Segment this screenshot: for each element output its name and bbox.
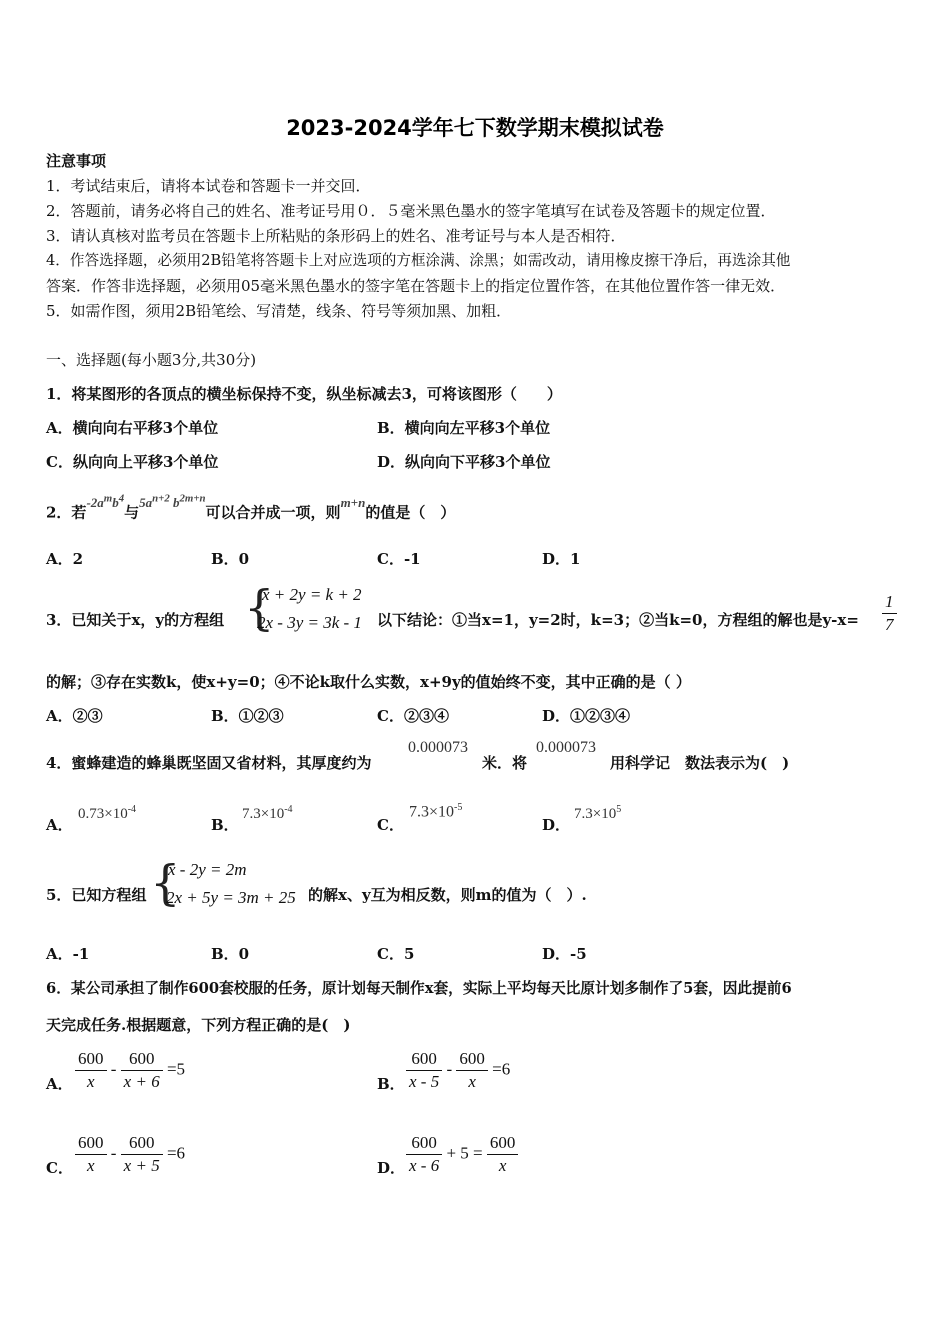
q4-option-d-label: D． [542, 816, 571, 834]
notice-item: 3．请认真核对监考员在答题卡上所粘贴的条形码上的姓名、准考证号与本人是否相符． [46, 227, 626, 245]
q4-mid: 米．将 [482, 754, 528, 772]
q3-fraction: $\frac{1}{7}$ [882, 592, 897, 635]
q4-option-a-label: A． [46, 816, 73, 834]
q2-term1: $-2a^mb^4$ [86, 493, 125, 511]
section-heading: 一、选择题(每小题3分,共30分) [46, 351, 257, 369]
q4-value-2: 0.000073 [536, 739, 596, 756]
q6-option-d: $\frac{600}{x - 6}$ + 5 = $\frac{600}{x}$ [406, 1133, 518, 1176]
q2-prefix: 2．若 [46, 503, 87, 522]
question-6-line-1: 6．某公司承担了制作600套校服的任务，原计划每天制作x套，实际上平均每天比原计划多制作了5套，因此提前6 [46, 980, 792, 997]
q1-option-d: D．纵向向下平移3个单位 [377, 453, 551, 471]
q2-option-b: B．0 [211, 550, 250, 568]
q4-option-c: $7.3\times 10^{-5}$ [409, 802, 463, 821]
q3-text: 以下结论：①当x=1，y=2时，k=3；②当k=0，方程组的解也是y-x= [377, 611, 859, 629]
q6-option-b: $\frac{600}{x - 5}$ - $\frac{600}{x}$ =6 [406, 1049, 510, 1092]
q5-option-c: C．5 [377, 945, 415, 963]
q1-option-a: A．横向向右平移3个单位 [46, 419, 219, 437]
question-1-stem: 1．将某图形的各顶点的横坐标保持不变，纵坐标减去3，可将该图形（ ） [46, 385, 562, 403]
q5-equation-2: 2x + 5y = 3m + 25 [166, 888, 296, 907]
q3-text-2: 的解；③存在实数k，使x+y=0；④不论k取什么实数，x+9y的值始终不变，其中正确的是（ ） [46, 673, 691, 691]
q6-option-c-label: C． [46, 1159, 73, 1177]
q4-option-b-label: B． [211, 816, 239, 834]
q6-option-a-label: A． [46, 1075, 73, 1093]
question-4-prefix: 4．蜜蜂建造的蜂巢既坚固又省材料，其厚度约为 [46, 754, 372, 772]
q4-suffix: 用科学记 数法表示为( ) [610, 754, 790, 772]
q6-option-c: $\frac{600}{x}$ - $\frac{600}{x + 5}$ =6 [75, 1133, 185, 1176]
q4-option-a: $0.73\times 10^{-4}$ [78, 804, 137, 822]
q5-option-b: B．0 [211, 945, 250, 963]
q3-option-d: D．①②③④ [542, 707, 631, 725]
question-2-stem [46, 493, 456, 523]
notice-item: 1．考试结束后，请将本试卷和答题卡一并交回． [46, 177, 371, 195]
q3-equation-1: x + 2y = k + 2 [262, 585, 362, 604]
q2-option-a: A．2 [46, 550, 84, 568]
question-3-prefix: 3．已知关于x，y的方程组 [46, 611, 225, 629]
notice-item: 5．如需作图，须用2B铅笔绘、写清楚，线条、符号等须加黑、加粗． [46, 302, 512, 320]
q3-option-b: B．①②③ [211, 707, 284, 725]
q6-option-d-label: D． [377, 1159, 406, 1177]
q1-option-b: B．横向向左平移3个单位 [377, 419, 551, 437]
q5-equation-1: x - 2y = 2m [168, 860, 247, 879]
q5-option-a: A．-1 [46, 945, 90, 963]
q2-term2: $5a^{n+2}$ $b^{2m+n}$ [139, 493, 206, 511]
q5-option-d: D．-5 [542, 945, 587, 963]
q5-suffix: 的解x、y互为相反数，则m的值为（ ）. [308, 886, 587, 904]
q4-option-d: $7.3\times 10^5$ [574, 804, 622, 822]
system-brace-icon: { [244, 580, 275, 636]
q6-option-b-label: B． [377, 1075, 405, 1093]
q4-option-b: $7.3\times 10^{-4}$ [242, 804, 293, 822]
q3-equation-2: 2x - 3y = 3k - 1 [257, 613, 362, 632]
notice-item: 2．答题前，请务必将自己的姓名、准考证号用０．５毫米黑色墨水的签字笔填写在试卷及答题卡的规定位置． [46, 202, 776, 220]
notice-heading: 注意事项 [46, 152, 107, 170]
q2-expr: m+n [340, 495, 366, 511]
q2-option-c: C．-1 [377, 550, 421, 568]
system-brace-icon: { [150, 855, 181, 911]
q6-option-a: $\frac{600}{x}$ - $\frac{600}{x + 6}$ =5 [75, 1049, 185, 1092]
notice-item: 答案．作答非选择题，必须用05毫米黑色墨水的签字笔在答题卡上的指定位置作答，在其他位置作答一律无效． [46, 277, 786, 295]
q1-option-c: C．纵向向上平移3个单位 [46, 453, 219, 471]
q2-option-d: D．1 [542, 550, 581, 568]
notice-item: 4．作答选择题，必须用2B铅笔将答题卡上对应选项的方框涂满、涂黑；如需改动，请用橡皮擦干净后，再选涂其他 [46, 252, 791, 269]
q3-option-c: C．②③④ [377, 707, 449, 725]
q3-option-a: A．②③ [46, 707, 103, 725]
q4-value: 0.000073 [408, 739, 468, 756]
q4-option-c-label: C． [377, 816, 404, 834]
question-6-line-2: 天完成任务.根据题意，下列方程正确的是( ) [46, 1016, 351, 1034]
q2-mid: 与 [124, 503, 140, 522]
page-title: 2023-2024学年七下数学期末模拟试卷 [286, 116, 664, 140]
question-5-prefix: 5．已知方程组 [46, 886, 147, 904]
q2-suffix: 的值是（ ） [365, 503, 456, 522]
q2-mid2: 可以合并成一项，则 [205, 503, 341, 522]
